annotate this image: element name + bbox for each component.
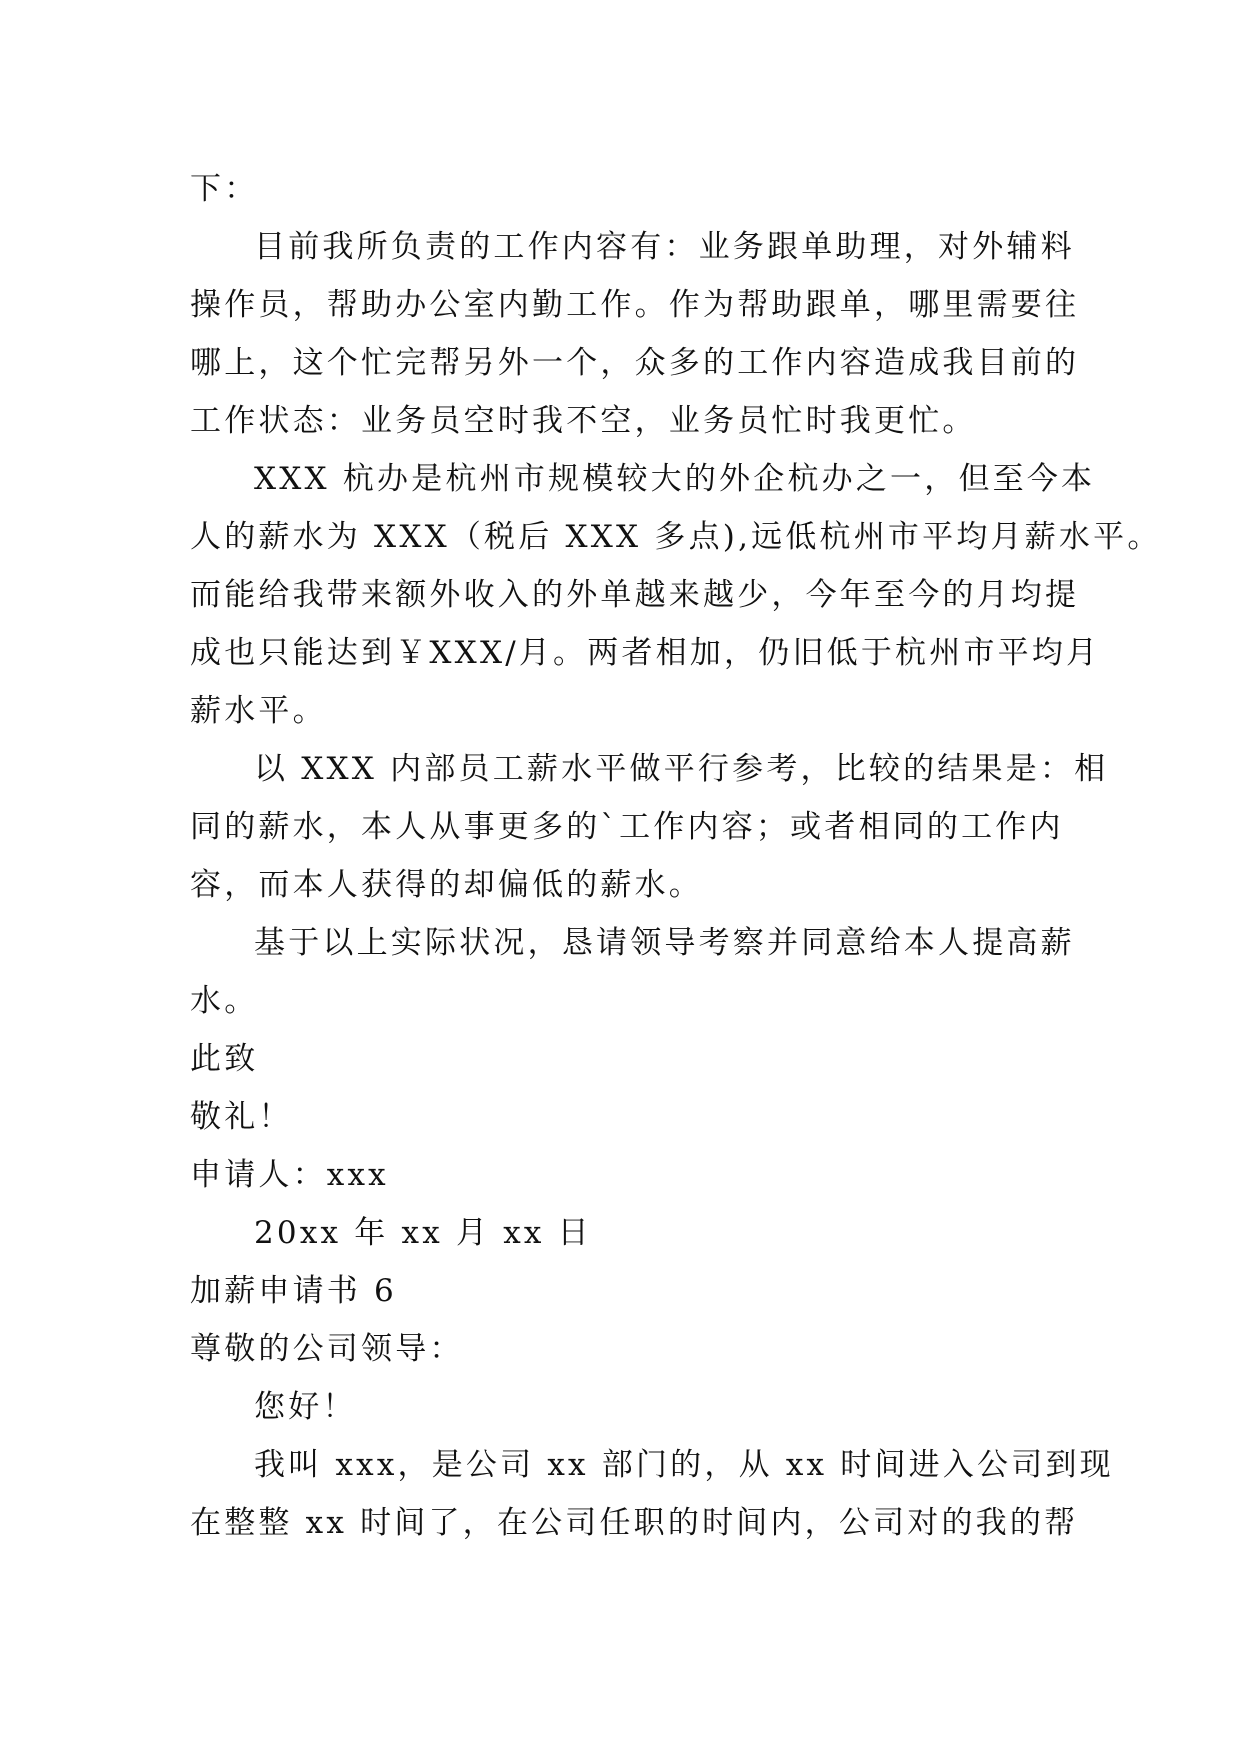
- paragraph-start-line: 以 XXX 内部员工薪水平做平行参考，比较的结果是：相: [254, 751, 1109, 787]
- document-body: [190, 160, 1162, 1552]
- paragraph-start-line: 基于以上实际状况，恳请领导考察并同意给本人提高薪: [254, 925, 1075, 961]
- text-line: 操作员，帮助办公室内勤工作。作为帮助跟单，哪里需要往: [190, 287, 1080, 323]
- section-title: 加薪申请书 6: [190, 1273, 397, 1309]
- paragraph-start-line: XXX 杭办是杭州市规模较大的外企杭办之一，但至今本: [254, 461, 1096, 497]
- greeting-line: 尊敬的公司领导：: [190, 1331, 464, 1367]
- text-line: 工作状态：业务员空时我不空，业务员忙时我更忙。: [190, 403, 977, 439]
- text-line: 在整整 xx 时间了，在公司任职的时间内，公司对的我的帮: [190, 1505, 1079, 1541]
- salutation-line: 敬礼！: [190, 1099, 293, 1135]
- text-line: 成也只能达到￥XXX/月。两者相加，仍旧低于杭州市平均月: [190, 635, 1101, 671]
- text-line: 哪上，这个忙完帮另外一个，众多的工作内容造成我目前的: [190, 345, 1080, 381]
- text-line: 同的薪水，本人从事更多的`工作内容；或者相同的工作内: [190, 809, 1064, 845]
- text-line: 下：: [190, 171, 259, 207]
- paragraph-start-line: 目前我所负责的工作内容有：业务跟单助理，对外辅料: [254, 229, 1075, 265]
- text-line: 薪水平。: [190, 693, 327, 729]
- text-line: 容，而本人获得的却偏低的薪水。: [190, 867, 703, 903]
- text-line: 人的薪水为 XXX（税后 XXX 多点),远低杭州市平均月薪水平。: [190, 519, 1162, 555]
- text-line: 而能给我带来额外收入的外单越来越少，今年至今的月均提: [190, 577, 1080, 613]
- paragraph-start-line: 我叫 xxx，是公司 xx 部门的，从 xx 时间进入公司到现: [254, 1447, 1114, 1483]
- applicant-line: 申请人：xxx: [190, 1157, 389, 1193]
- text-line: 水。: [190, 983, 259, 1019]
- date-line: 20xx 年 xx 月 xx 日: [254, 1215, 592, 1251]
- greeting-line: 您好！: [254, 1389, 357, 1425]
- closing-line: 此致: [190, 1041, 259, 1077]
